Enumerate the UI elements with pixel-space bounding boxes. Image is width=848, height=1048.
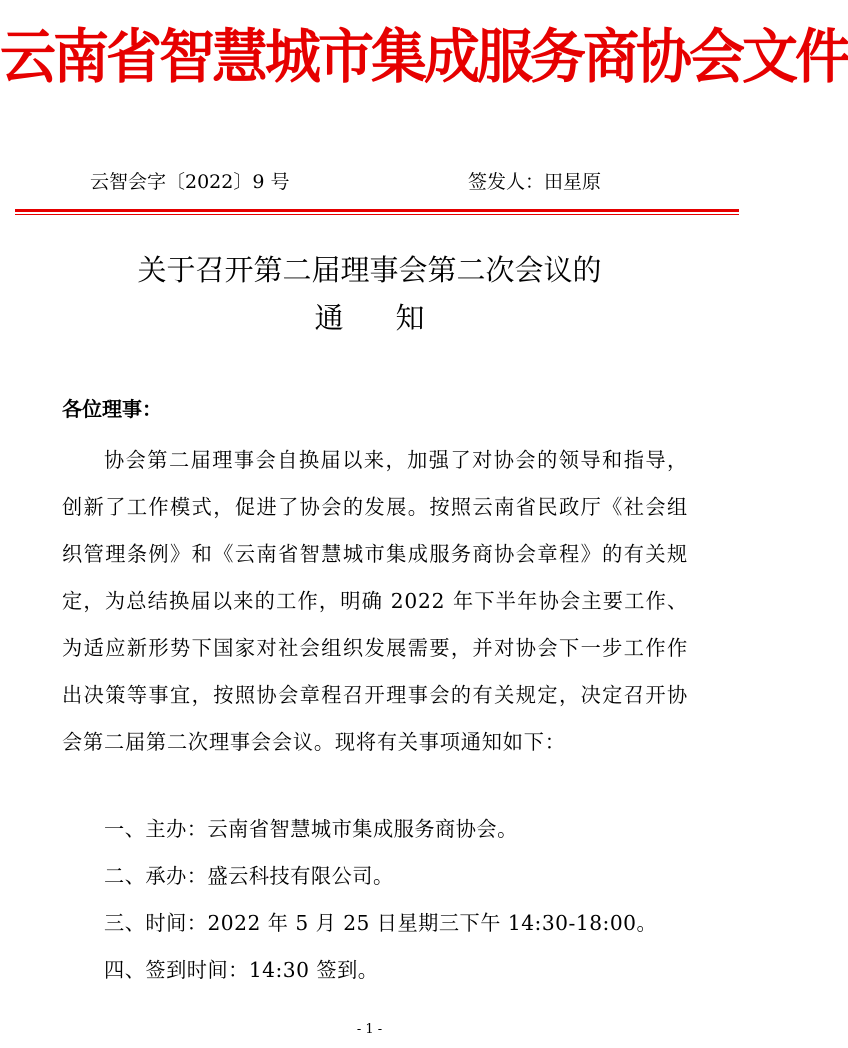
issuer-signature: 签发人：田星原 [468,171,602,193]
notice-title-line2 [0,296,739,340]
list-item-organizer: 二、承办：盛云科技有限公司。 [104,864,394,888]
notice-title-char-2: 知 [395,301,425,335]
body-paragraph: 协会第二届理事会自换届以来，加强了对协会的领导和指导，创新了工作模式，促进了协会的发展。按照云南省民政厅《社会组织管理条例》和《云南省智慧城市集成服务商协会章程》的有关规定，为总结换届以来的工作，明确 2022 年下半年协会主要工作、为适应新形势下国家对社会组织发展需要，并对协会下一步工作作出决策等事宜，按照协会章程召开理事会的有关规定，决定召开协会第二届第二次理事会会议。现将有关事项通知如下： [62,448,688,754]
list-item-host: 一、主办：云南省智慧城市集成服务商协会。 [104,817,518,841]
notice-title-line1: 关于召开第二届理事会第二次会议的 [137,253,602,287]
page-number: - 1 - [356,1022,383,1037]
org-document-header: 云南省智慧城市集成服务商协会文件 [0,23,848,92]
document-meta-row [0,165,739,199]
notice-title-char-1: 通 [314,301,344,335]
list-item-time: 三、时间：2022 年 5 月 25 日星期三下午 14:30-18:00。 [104,911,658,935]
document-number: 云智会字〔2022〕9 号 [90,171,290,193]
salutation: 各位理事： [62,397,162,421]
list-item-signin-time: 四、签到时间：14:30 签到。 [104,958,379,982]
header-red-rule-thick [15,209,739,212]
header-red-rule-thin [15,214,739,215]
